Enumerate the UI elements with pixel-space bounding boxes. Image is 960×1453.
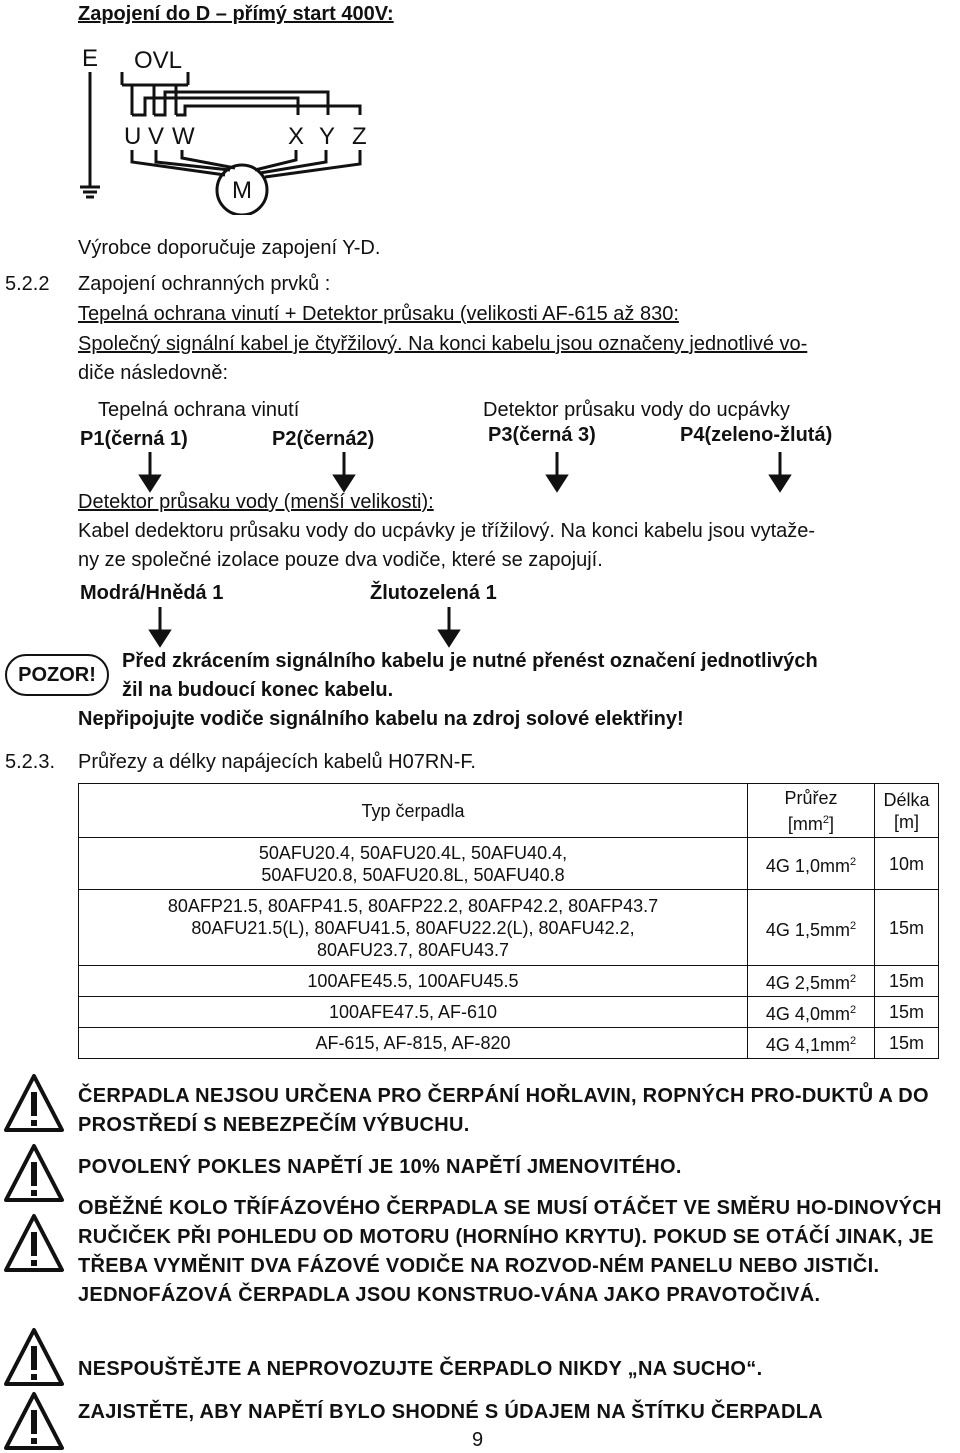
- type-line: 50AFU20.8, 50AFU20.8L, 50AFU40.8: [261, 864, 565, 885]
- cross-value: 4G 2,5mm: [765, 973, 850, 993]
- type-line: 80AFU23.7, 80AFU43.7: [316, 939, 510, 960]
- header-cross-unit-b: ]: [829, 813, 835, 834]
- terminal-v: V: [148, 123, 165, 150]
- header-length: Délka: [883, 789, 930, 810]
- header-cross-unit: [752, 809, 870, 835]
- terminal-z: Z: [352, 123, 367, 150]
- cross-sup: 2: [849, 1004, 857, 1016]
- type-line: 50AFU20.4, 50AFU20.4L, 50AFU40.4,: [258, 842, 568, 863]
- warning-text: NESPOUŠTĚJTE A NEPROVOZUJTE ČERPADLO NIKDY „NA SUCHO“.: [78, 1358, 763, 1380]
- wire-label: P3(černá 3): [488, 424, 596, 446]
- section-line: diče následovně:: [78, 362, 229, 384]
- warning-icons: [2, 1070, 66, 1450]
- motor-label: M: [232, 177, 252, 204]
- small-detector-line: Kabel dedektoru průsaku vody do ucpávky je třížilový. Na konci kabelu jsou vytaže-: [78, 520, 816, 542]
- section-line-text: Společný signální kabel je čtyřžilový. Na konci kabelu jsou označeny jednotlivé vo-: [78, 333, 808, 355]
- table-row: [79, 997, 939, 1028]
- table-cell-type: 100AFE45.5, 100AFU45.5: [79, 966, 748, 997]
- warning-text: POVOLENÝ POKLES NAPĚTÍ JE 10% NAPĚTÍ JMENOVITÉHO.: [78, 1156, 682, 1178]
- type-line: 80AFP21.5, 80AFP41.5, 80AFP22.2, 80AFP42.2, 80AFP43.7: [167, 895, 659, 916]
- cross-value: 4G 1,5mm: [765, 919, 850, 940]
- down-arrow-icon: [548, 476, 566, 490]
- table-cell-cross: [748, 838, 875, 890]
- page-heading: Zapojení do D – přímý start 400V:: [78, 3, 394, 25]
- table-cell-cross: [748, 966, 875, 997]
- wire-label: P4(zeleno-žlutá): [680, 424, 833, 446]
- warning-text: ZAJISTĚTE, ABY NAPĚTÍ BYLO SHODNÉ S ÚDAJEM NA ŠTÍTKU ČERPADLA: [78, 1401, 824, 1423]
- section-line: Tepelná ochrana vinutí + Detektor průsaku (velikosti AF-615 až 830:: [78, 303, 679, 325]
- cross-sup: 2: [849, 919, 857, 932]
- table-row: [79, 966, 939, 997]
- header-cross-sup: 2: [822, 813, 830, 826]
- table-cell-type: AF-615, AF-815, AF-820: [79, 1028, 748, 1059]
- pozor-badge: POZOR!: [5, 654, 109, 696]
- cable-table: [78, 783, 939, 1059]
- diagram-label-ovl: OVL: [134, 47, 183, 74]
- terminal-w: W: [172, 123, 195, 150]
- table-row: [79, 890, 939, 966]
- warning-text: OBĚŽNÉ KOLO TŘÍFÁZOVÉHO ČERPADLA SE MUSÍ OTÁČET VE SMĚRU HO-DINOVÝCH RUČIČEK PŘI POHLEDU OD MOTORU (HORNÍHO KRYTU). POKUD SE OTÁČÍ JINAK, JE TŘEBA VYMĚNIT DVA FÁZOVÉ VODIČE NA ROZVOD-NÉM PANELU NEBO JISTIČI. JEDNOFÁZOVÁ ČERPADLA JSOU KONSTRUO-VÁNA JAKO PRAVOTOČIVÁ.: [78, 1197, 942, 1306]
- header-cross-unit-a: [mm: [787, 813, 823, 834]
- down-arrow-icon: [141, 476, 159, 490]
- warning-text: ČERPADLA NEJSOU URČENA PRO ČERPÁNÍ HOŘLAVIN, ROPNÝCH PRO-DUKTŮ A DO PROSTŘEDÍ S NEBEZPEČÍM VÝBUCHU.: [78, 1085, 929, 1136]
- table-cell-length: 15m: [875, 1028, 939, 1059]
- type-line: 80AFU21.5(L), 80AFU41.5, 80AFU22.2(L), 80AFU42.2,: [191, 917, 635, 938]
- warning-line: Před zkrácením signálního kabelu je nutné přenést označení jednotlivých: [122, 650, 818, 672]
- header-length-unit: [m]: [894, 811, 919, 832]
- small-detector-line: ny ze společné izolace pouze dva vodiče, které se zapojují.: [78, 549, 603, 571]
- cross-value: 4G 1,0mm: [765, 855, 850, 876]
- thermal-header: Tepelná ochrana vinutí: [98, 399, 300, 421]
- down-arrow-icon: [440, 631, 458, 645]
- table-cell-cross: [748, 1028, 875, 1059]
- arrow-row: [0, 605, 960, 650]
- recommendation: Výrobce doporučuje zapojení Y-D.: [78, 237, 381, 259]
- table-cell-length: 15m: [875, 966, 939, 997]
- terminal-y: Y: [319, 123, 336, 150]
- leak-header: Detektor průsaku vody do ucpávky: [483, 399, 790, 421]
- section-line: [78, 332, 807, 356]
- section-title: Zapojení ochranných prvků :: [78, 273, 331, 295]
- warning-line: Nepřipojujte vodiče signálního kabelu na zdroj solové elektřiny!: [78, 708, 684, 730]
- arrow-row: [0, 450, 960, 495]
- section-number: 5.2.3.: [5, 751, 56, 773]
- section-number: 5.2.2: [5, 273, 50, 295]
- table-cell-cross: [748, 890, 875, 966]
- small-detector-title: Detektor průsaku vody (menší velikosti):: [78, 491, 434, 513]
- wire-label: P2(černá2): [272, 428, 375, 450]
- cross-value: 4G 4,0mm: [765, 1004, 850, 1024]
- table-cell-length: 15m: [875, 997, 939, 1028]
- cross-value: 4G 4,1mm: [765, 1035, 850, 1055]
- header-cross: Průřez: [784, 787, 838, 808]
- table-header: Typ čerpadla: [79, 784, 748, 838]
- table-row: [79, 838, 939, 890]
- wire-label: Modrá/Hnědá 1: [80, 582, 224, 604]
- wiring-diagram: [70, 40, 390, 215]
- table-header: [875, 784, 939, 838]
- table-cell-length: 15m: [875, 890, 939, 966]
- table-row: [79, 1028, 939, 1059]
- table-cell-type: [79, 890, 748, 966]
- terminal-x: X: [288, 123, 305, 150]
- table-cell-cross: [748, 997, 875, 1028]
- cross-sup: 2: [849, 973, 857, 985]
- table-header: [748, 784, 875, 838]
- wire-label: P1(černá 1): [80, 428, 188, 450]
- down-arrow-icon: [771, 476, 789, 490]
- terminal-u: U: [124, 123, 142, 150]
- table-cell-length: 10m: [875, 838, 939, 890]
- diagram-label-e: E: [82, 45, 99, 72]
- page-number: 9: [472, 1429, 484, 1451]
- cross-sup: 2: [849, 1035, 857, 1047]
- wire-label: Žlutozelená 1: [370, 582, 497, 604]
- section-title: Průřezy a délky napájecích kabelů H07RN-F.: [78, 751, 476, 773]
- table-cell-type: [79, 838, 748, 890]
- table-cell-type: 100AFE47.5, AF-610: [79, 997, 748, 1028]
- cross-sup: 2: [849, 855, 857, 868]
- down-arrow-icon: [335, 476, 353, 490]
- down-arrow-icon: [151, 631, 169, 645]
- warning-line: žil na budoucí konec kabelu.: [122, 679, 394, 701]
